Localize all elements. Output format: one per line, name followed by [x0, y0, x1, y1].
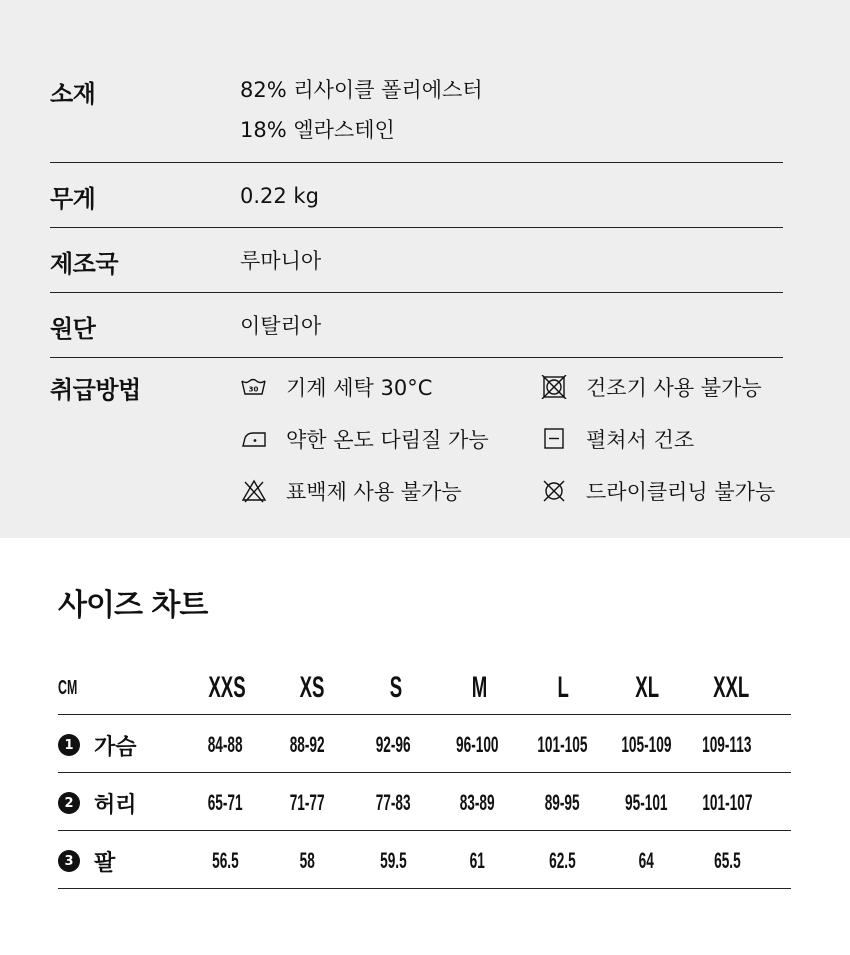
size-value: 65-71 — [207, 790, 243, 815]
size-value: 95-101 — [624, 790, 668, 815]
spec-label-fabric: 원단 — [50, 315, 96, 343]
row-label-text: 허리 — [94, 792, 137, 818]
size-header-m: M — [471, 671, 487, 704]
size-value: 83-89 — [459, 790, 495, 815]
number-badge-1: 1 — [58, 734, 80, 756]
size-value: 101-107 — [701, 790, 753, 815]
size-value: 64 — [638, 848, 654, 873]
size-chart-header — [58, 670, 791, 715]
size-value: 59.5 — [379, 848, 407, 873]
number-badge-3: 3 — [58, 850, 80, 872]
care-text-flat-dry: 펼쳐서 건조 — [586, 428, 695, 452]
size-chart-title: 사이즈 차트 — [58, 588, 208, 623]
row-label-text: 가슴 — [94, 734, 137, 760]
no-dry-clean-icon — [540, 479, 568, 503]
spec-row-care — [50, 358, 783, 528]
size-value: 88-92 — [289, 732, 325, 757]
spec-value-material-2: 18% 엘라스테인 — [240, 118, 395, 142]
care-item-no-bleach — [240, 476, 462, 506]
no-bleach-icon — [240, 479, 268, 503]
care-text-wash: 기계 세탁 30°C — [286, 376, 433, 400]
spec-label-origin: 제조국 — [50, 250, 119, 278]
unit-label: CM — [58, 677, 78, 699]
flat-dry-icon — [540, 427, 568, 451]
size-header-xl: XL — [635, 671, 659, 704]
care-item-iron — [240, 424, 489, 454]
size-row-chest — [58, 715, 791, 773]
no-tumble-dry-icon — [540, 375, 568, 399]
spec-row-fabric — [50, 293, 783, 358]
size-row-waist — [58, 773, 791, 831]
size-value: 105-109 — [620, 732, 672, 757]
size-row-arm — [58, 831, 791, 889]
number-badge-2: 2 — [58, 792, 80, 814]
size-value: 71-77 — [289, 790, 325, 815]
row-label-text: 팔 — [94, 850, 116, 876]
size-header-s: S — [389, 671, 403, 704]
spec-row-weight — [50, 163, 783, 228]
size-value: 84-88 — [207, 732, 243, 757]
care-text-iron: 약한 온도 다림질 가능 — [286, 428, 489, 452]
size-value: 58 — [299, 848, 315, 873]
size-value: 61 — [469, 848, 485, 873]
care-item-no-dry-clean — [540, 476, 775, 506]
care-item-no-tumble-dry — [540, 372, 762, 402]
size-value: 56.5 — [211, 848, 239, 873]
size-value: 101-105 — [536, 732, 588, 757]
size-value: 65.5 — [713, 848, 741, 873]
size-value: 92-96 — [375, 732, 411, 757]
size-header-xs: XS — [299, 671, 325, 704]
spec-row-material — [50, 70, 783, 163]
row-label-waist — [58, 788, 137, 818]
spec-value-origin: 루마니아 — [240, 249, 322, 273]
spec-value-material-1: 82% 리사이클 폴리에스터 — [240, 78, 483, 102]
size-value: 62.5 — [548, 848, 576, 873]
size-header-xxl: XXL — [712, 671, 750, 704]
spec-row-origin — [50, 228, 783, 293]
row-label-chest — [58, 730, 137, 760]
size-value: 96-100 — [455, 732, 499, 757]
care-item-flat-dry — [540, 424, 694, 454]
care-text-no-dry-clean: 드라이클리닝 불가능 — [586, 480, 776, 504]
wash-30-icon — [240, 375, 268, 399]
iron-low-icon — [240, 427, 268, 451]
size-value: 109-113 — [702, 732, 752, 757]
svg-text:30: 30 — [248, 385, 259, 394]
size-value: 77-83 — [375, 790, 411, 815]
spec-label-care: 취급방법 — [50, 376, 141, 404]
spec-label-weight: 무게 — [50, 185, 96, 213]
care-item-wash — [240, 372, 432, 402]
care-text-no-tumble-dry: 건조기 사용 불가능 — [586, 376, 762, 400]
size-value: 89-95 — [544, 790, 580, 815]
spec-value-weight: 0.22 kg — [240, 184, 319, 208]
size-header-l: L — [557, 671, 569, 704]
row-label-arm — [58, 846, 115, 876]
size-header-xxs: XXS — [208, 671, 246, 704]
spec-value-fabric: 이탈리아 — [240, 314, 322, 338]
spec-label-material: 소재 — [50, 80, 96, 108]
care-text-no-bleach: 표백제 사용 불가능 — [286, 480, 462, 504]
